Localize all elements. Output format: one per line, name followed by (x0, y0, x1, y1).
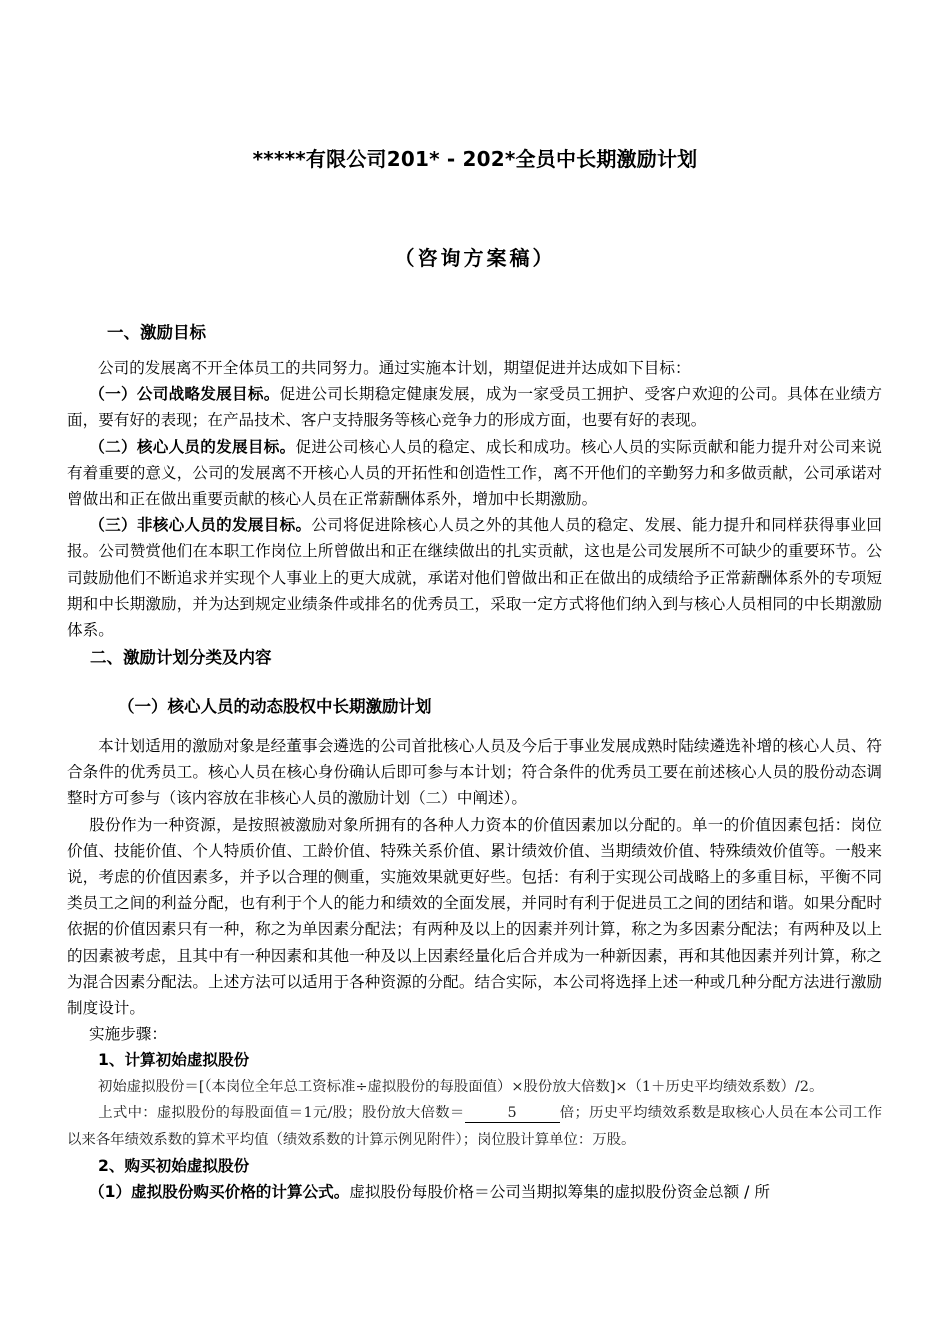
step-2-heading: 2、购买初始虚拟股份 (98, 1157, 250, 1176)
subsection-1-paragraph-2: 股份作为一种资源，是按照被激励对象所拥有的各种人力资本的价值因素加以分配的。单一的价值因素包括：岗位价值、技能价值、个人特质价值、工龄价值、特殊关系价值、累计绩效价值、当期绩效价值、特殊绩效价值等。一般来说，考虑的价值因素多，并予以合理的侧重，实施效果就更好些。包括：有利于实现公司战略上的多重目标，平衡不同类员工之间的利益分配，也有利于个人的能力和绩效的全面发展，并同时有利于促进员工之间的团结和谐。如果分配时依据的价值因素只有一种，称之为单因素分配法；有两种及以上的因素并列计算，称之为多因素分配法；有两种及以上的因素被考虑，且其中有一种因素和其他一种及以上因素经量化后合并成为一种新因素，再和其他因素并列计算，称之为混合因素分配法。上述方法可以适用于各种资源的分配。结合实际，本公司将选择上述一种或几种分配方法进行激励制度设计。 (67, 815, 882, 1018)
goal-item-1: （一）公司战略发展目标。促进公司长期稳定健康发展，成为一家受员工拥护、受客户欢迎的公司。具体在业绩方面，要有好的表现；在产品技术、客户支持服务等核心竞争力的形成方面，也要有好的表现。 (67, 385, 882, 430)
subsection-1-paragraph-1: 本计划适用的激励对象是经董事会遴选的公司首批核心人员及今后于事业发展成熟时陆续遴选补增的核心人员、符合条件的优秀员工。核心人员在核心身份确认后即可参与本计划；符合条件的优秀员工要在前述核心人员的股份动态调整时方可参与（该内容放在非核心人员的激励计划（二）中阐述）。 (67, 737, 882, 808)
document-subtitle: （咨询方案稿） (394, 246, 556, 270)
step-1-note: 上式中：虚拟股份的每股面值＝1元/股；股份放大倍数＝ 5 倍；历史平均绩效系数是取核心人员在本公司工作以来各年绩效系数的算术平均值（绩效系数的计算示例见附件）；岗位股计算单位：万股。 (67, 1105, 882, 1148)
goal-item-3: （三）非核心人员的发展目标。公司将促进除核心人员之外的其他人员的稳定、发展、能力提升和同样获得事业回报。公司赞赏他们在本职工作岗位上所曾做出和正在继续做出的扎实贡献，这也是公司发展所不可缺少的重要环节。公司鼓励他们不断追求并实现个人事业上的更大成就，承诺对他们曾做出和正在做出的成绩给予正常薪酬体系外的专项短期和中长期激励，并为达到规定业绩条件或排名的优秀员工，采取一定方式将他们纳入到与核心人员相同的中长期激励体系。 (67, 516, 882, 640)
section-1-intro: 公司的发展离不开全体员工的共同努力。通过实施本计划，期望促进并达成如下目标： (98, 359, 691, 377)
goal-item-2: （二）核心人员的发展目标。促进公司核心人员的稳定、成长和成功。核心人员的实际贡献和能力提升对公司来说有着重要的意义，公司的发展离不开核心人员的开拓性和创造性工作，离不开他们的辛勤努力和多做贡献，公司承诺对曾做出和正在做出重要贡献的核心人员在正常薪酬体系外，增加中长期激励。 (67, 437, 882, 509)
section-2-heading: 二、激励计划分类及内容 (90, 648, 272, 667)
section-2-body (67, 733, 882, 1206)
subsection-1-heading: （一）核心人员的动态股权中长期激励计划 (118, 697, 432, 716)
section-1-heading: 一、激励目标 (107, 323, 206, 342)
step-1-heading: 1、计算初始虚拟股份 (98, 1051, 250, 1070)
multiplier-value: 5 (465, 1104, 560, 1123)
section-1-body (67, 355, 882, 643)
steps-label: 实施步骤： (89, 1025, 167, 1044)
document-title: *****有限公司201* - 202*全员中长期激励计划 (252, 147, 698, 171)
step-1-formula: 初始虚拟股份＝[（本岗位全年总工资标准÷虚拟股份的每股面值）×股份放大倍数]×（1＋历史平均绩效系数）/2。 (98, 1078, 824, 1095)
step-2-item-1: （1）虚拟股份购买价格的计算公式。虚拟股份每股价格＝公司当期拟筹集的虚拟股份资金总额 / 所 (89, 1183, 770, 1202)
